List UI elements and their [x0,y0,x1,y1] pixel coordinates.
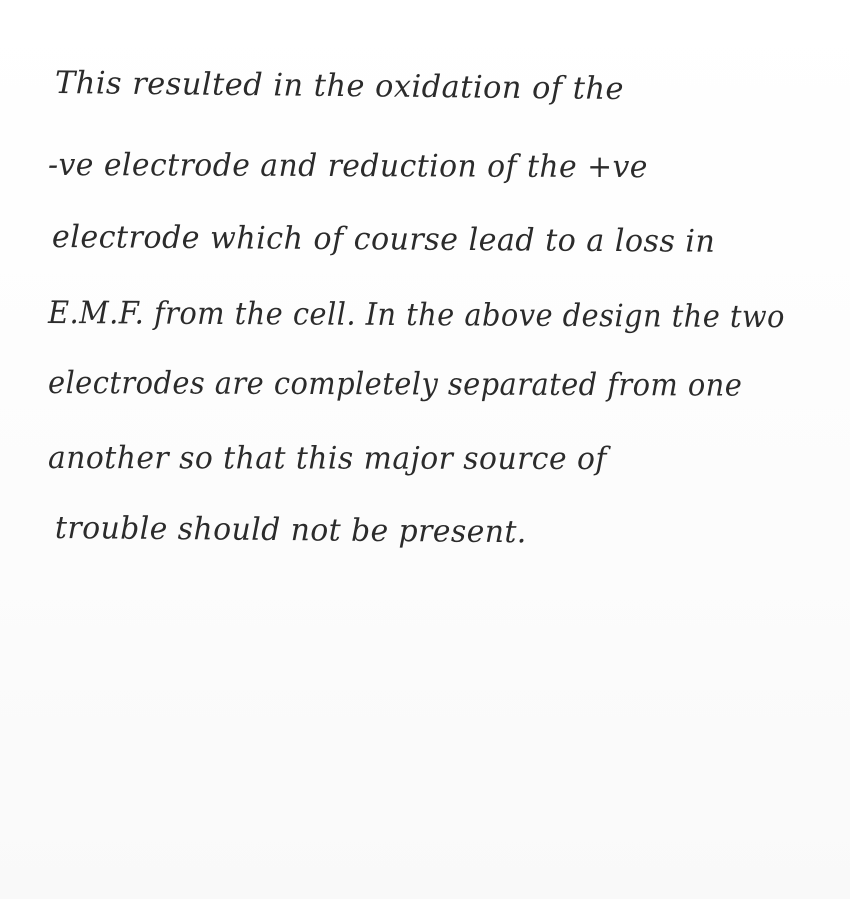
text-line-7: trouble should not be present. [54,510,527,551]
text-line-4: E.M.F. from the cell. In the above design the two [47,295,786,336]
text-line-1: This resulted in the oxidation of the [54,65,625,108]
text-line-5: electrodes are completely separated from one [47,365,743,404]
text-line-2: -ve electrode and reduction of the +ve [47,147,648,186]
text-line-6: another so that this major source of [47,440,607,478]
text-line-3: electrode which of course lead to a loss in [51,219,716,260]
